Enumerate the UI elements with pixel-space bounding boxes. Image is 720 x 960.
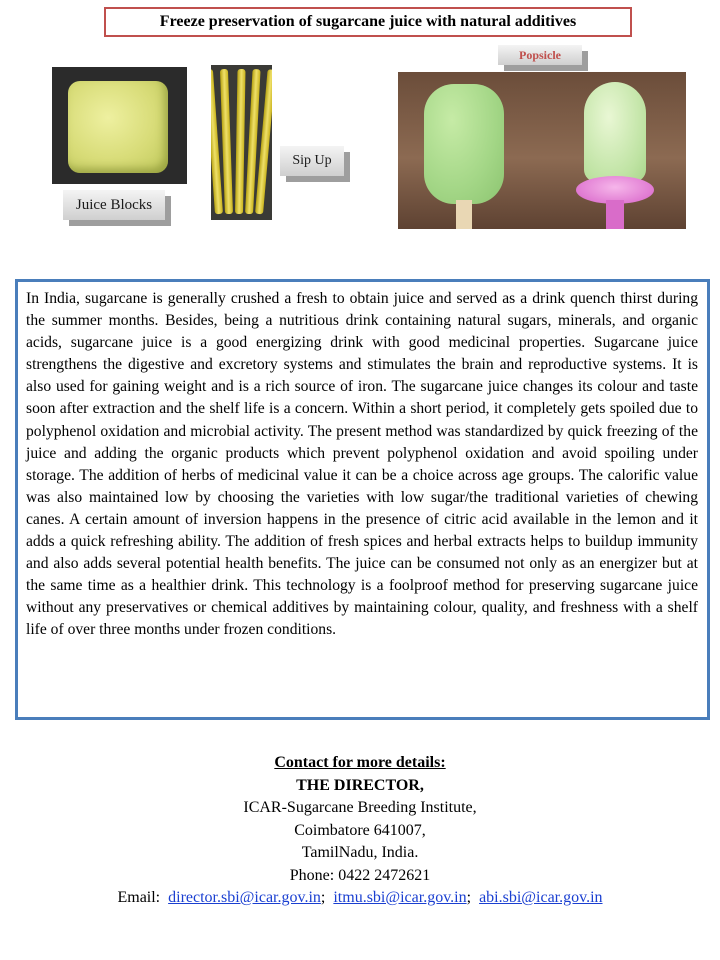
- contact-state: TamilNadu, India.: [301, 844, 419, 861]
- popsicle-photo: [398, 72, 686, 229]
- email-link-itmu[interactable]: itmu.sbi@icar.gov.in: [333, 889, 467, 906]
- description-text: In India, sugarcane is generally crushed a fresh to obtain juice and served as a drink quench thirst during the summer months. Besides, being a nutritious drink containing natural sugars, minerals, and organic acids, sugarcane juice is a good energizing drink with good medicinal properties. Sugarcane juice strengthens the digestive and excretory systems and stimulates the brain and reproductive systems. It is also used for gaining weight and is a rich source of iron. The sugarcane juice changes its colour and taste soon after extraction and the shelf life is a concern. Within a short period, it completely gets spoiled due to polyphenol oxidation and microbial activity. The present method was standardized by quick freezing of the juice and adding the organic products which prevent polyphenol oxidation and avoid spoiling under storage. The addition of herbs of medicinal value it can be a choice across age groups. The calorific value was also maintained low by choosing the varieties with low sugar/the traditional varieties of chewing canes. A certain amount of inversion happens in the presence of citric acid available in the lemon and it adds a quick refreshing ability. The addition of fresh spices and herbal extracts helps to buildup immunity and also adds several potential health benefits. The juice can be consumed not only as an energizer but at the same time as a healthier drink. This technology is a foolproof method for preserving sugarcane juice without any preservatives or chemical additives by maintaining colour, quality, and freshness with a shelf life of over three months under frozen conditions.: [26, 290, 698, 639]
- contact-director: THE DIRECTOR,: [296, 776, 424, 794]
- popsicle-stick: [456, 200, 472, 229]
- juice-block-image: [68, 81, 168, 173]
- popsicle-image-left: [424, 84, 504, 204]
- contact-email-row: [0, 887, 720, 910]
- contact-institute: ICAR-Sugarcane Breeding Institute,: [243, 799, 477, 816]
- email-separator: ;: [320, 889, 326, 906]
- email-label: Email:: [117, 889, 161, 906]
- popsicle-holder-stem: [606, 200, 624, 229]
- popsicle-image-right: [584, 82, 646, 182]
- contact-section: [0, 752, 720, 910]
- page-title: Freeze preservation of sugarcane juice with natural additives: [104, 7, 632, 37]
- description-panel: [15, 279, 710, 720]
- email-separator: ;: [466, 889, 472, 906]
- popsicle-label: Popsicle: [498, 45, 582, 65]
- contact-city: Coimbatore 641007,: [294, 821, 426, 839]
- sip-up-photo: [211, 65, 272, 220]
- email-link-abi[interactable]: abi.sbi@icar.gov.in: [479, 889, 603, 906]
- contact-phone: Phone: 0422 2472621: [289, 866, 431, 884]
- email-link-director[interactable]: director.sbi@icar.gov.in: [168, 889, 321, 906]
- juice-blocks-label: Juice Blocks: [63, 190, 165, 220]
- sip-up-stick: [220, 69, 233, 214]
- juice-blocks-photo: [52, 67, 187, 184]
- sip-up-label: Sip Up: [280, 146, 344, 176]
- sip-up-stick: [235, 69, 246, 214]
- contact-heading: Contact for more details:: [274, 754, 446, 771]
